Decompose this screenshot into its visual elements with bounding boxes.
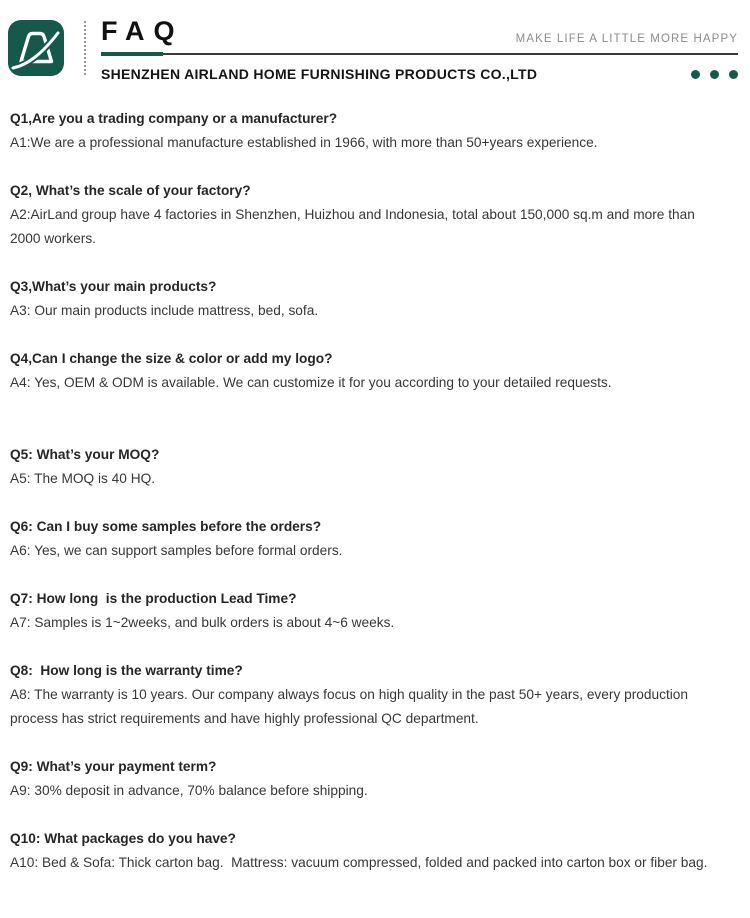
faq-question: Q8: How long is the warranty time? [10, 663, 243, 678]
faq-question: Q3,What’s your main products? [10, 279, 217, 294]
header-tagline: MAKE LIFE A LITTLE MORE HAPPY [515, 33, 738, 45]
green-dot-icon [710, 70, 719, 79]
company-name: SHENZHEN AIRLAND HOME FURNISHING PRODUCTS CO.,LTD [101, 66, 538, 82]
page-title: FAQ [101, 16, 184, 46]
rule-green-segment [101, 52, 163, 56]
header-rule [101, 52, 738, 56]
faq-answer-line: A2:AirLand group have 4 factories in Shenzhen, Huizhou and Indonesia, total about 150,000 sq.m and more than [10, 207, 695, 222]
header [0, 0, 750, 95]
header-right [101, 13, 738, 82]
faq-item [10, 275, 738, 323]
header-dotted-divider [84, 21, 86, 75]
faq-item [10, 755, 738, 803]
rule-line [163, 53, 738, 55]
faq-answer-line: A8: The warranty is 10 years. Our company always focus on high quality in the past 50+ years, every production [10, 687, 689, 702]
faq-answer-line: A9: 30% deposit in advance, 70% balance before shipping. [10, 783, 368, 798]
faq-item [10, 515, 738, 563]
faq-question: Q6: Can I buy some samples before the orders? [10, 519, 322, 534]
faq-answer-line: A3: Our main products include mattress, bed, sofa. [10, 303, 319, 318]
faq-answer-line: A7: Samples is 1~2weeks, and bulk orders is about 4~6 weeks. [10, 615, 395, 630]
faq-item [10, 827, 738, 875]
faq-item [10, 659, 738, 731]
green-dot-icon [691, 70, 700, 79]
faq-question: Q9: What’s your payment term? [10, 759, 217, 774]
faq-item [10, 107, 738, 155]
faq-list [0, 95, 750, 875]
faq-question: Q2, What’s the scale of your factory? [10, 183, 251, 198]
faq-item [10, 179, 738, 251]
faq-item [10, 587, 738, 635]
faq-answer-line: 2000 workers. [10, 231, 96, 246]
faq-answer-line: A10: Bed & Sofa: Thick carton bag. Mattress: vacuum compressed, folded and packed into carton box or fiber bag. [10, 855, 708, 870]
faq-item [10, 443, 738, 491]
airland-logo-icon [8, 20, 64, 76]
faq-answer-line: A6: Yes, we can support samples before formal orders. [10, 543, 343, 558]
faq-question: Q4,Can I change the size & color or add my logo? [10, 351, 333, 366]
faq-item [10, 347, 738, 395]
faq-question: Q7: How long is the production Lead Time? [10, 591, 297, 606]
faq-question: Q10: What packages do you have? [10, 831, 236, 846]
faq-question: Q5: What’s your MOQ? [10, 447, 160, 462]
faq-answer-line: A4: Yes, OEM & ODM is available. We can customize it for you according to your detailed requests. [10, 375, 612, 390]
green-dot-icon [729, 70, 738, 79]
faq-answer-line: A5: The MOQ is 40 HQ. [10, 471, 156, 486]
faq-answer-line: process has strict requirements and have highly professional QC department. [10, 711, 479, 726]
faq-answer-line: A1:We are a professional manufacture established in 1966, with more than 50+years experience. [10, 135, 598, 150]
three-dots-icon [681, 70, 738, 79]
faq-question: Q1,Are you a trading company or a manufacturer? [10, 111, 338, 126]
